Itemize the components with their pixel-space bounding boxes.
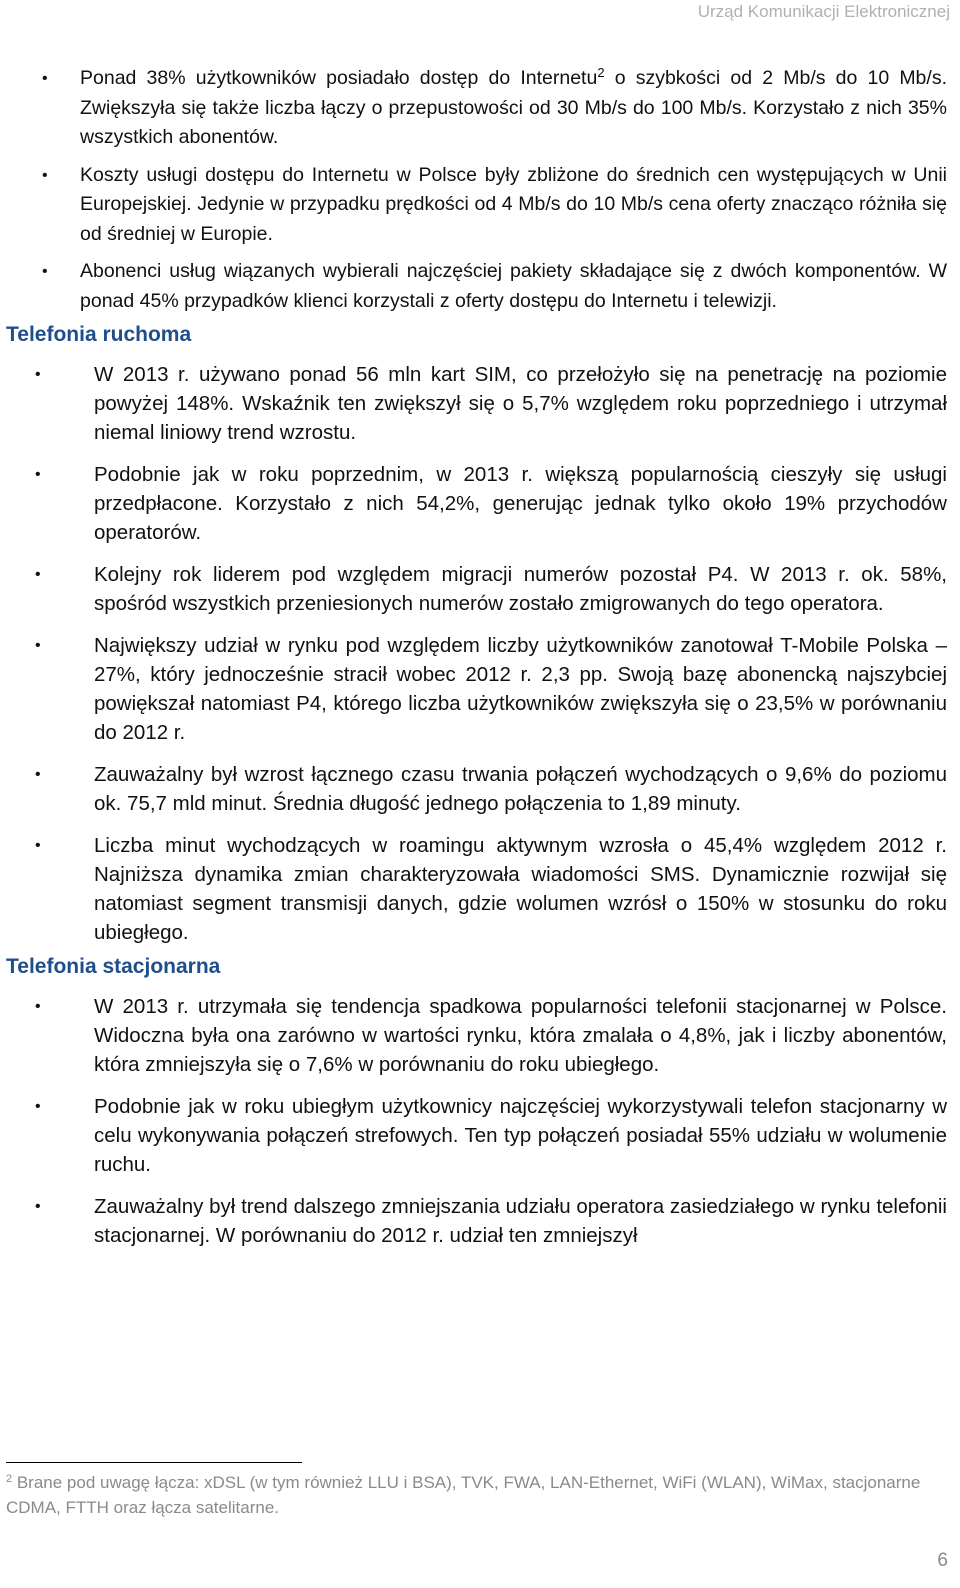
bullet-icon: • bbox=[35, 366, 41, 383]
footnote-separator bbox=[6, 1462, 302, 1463]
bullet-text: o szybkości od 2 Mb/s do 10 Mb/s. Zwiększyła się także liczba łączy o przepustowości od 30 Mb/s do 100 Mb/s. Korzystało z nich 35% wszystkich abonentów. bbox=[80, 67, 947, 148]
list-item bbox=[0, 760, 960, 818]
page-header bbox=[0, 0, 960, 30]
list-item bbox=[0, 831, 960, 947]
bullet-text: Abonenci usług wiązanych wybierali najczęściej pakiety składające się z dwóch komponentów. W ponad 45% przypadków klienci korzystali z oferty dostępu do Internetu i telewizji. bbox=[80, 260, 947, 312]
internet-bullet-list bbox=[0, 64, 960, 316]
document-body bbox=[0, 64, 960, 1263]
bullet-text: Liczba minut wychodzących w roamingu aktywnym wzrosła o 45,4% względem 2012 r. Najniższa dynamika zmian charakteryzowała wiadomości SMS. Dynamicznie rozwijał się natomiast segment transmisji danych, gdzie wolumen wzrósł o 150% w stosunku do roku ubiegłego. bbox=[94, 834, 947, 944]
bullet-icon: • bbox=[35, 766, 41, 783]
header-title: Urząd Komunikacji Elektronicznej bbox=[697, 2, 950, 21]
bullet-text: Największy udział w rynku pod względem liczby użytkowników zanotował T-Mobile Polska – 27%, który jednocześnie stracił wobec 2012 r. 2,3 pp. Swoją bazę abonencką najszybciej powiększał natomiast P4, którego liczba użytkowników zwiększyła się o 23,5% w porównaniu do 2012 r. bbox=[94, 634, 947, 744]
footnote-marker: 2 bbox=[6, 1473, 13, 1485]
list-item bbox=[0, 257, 960, 316]
bullet-icon: • bbox=[35, 1198, 41, 1215]
section-title-fixed: Telefonia stacjonarna bbox=[6, 955, 221, 978]
section-title-mobile: Telefonia ruchoma bbox=[6, 323, 192, 346]
bullet-icon: • bbox=[35, 998, 41, 1015]
list-item bbox=[0, 631, 960, 747]
bullet-text: Podobnie jak w roku poprzednim, w 2013 r. większą popularnością cieszyły się usługi przedpłacone. Korzystało z nich 54,2%, generując jednak tylko około 19% przychodów operatorów. bbox=[94, 463, 947, 544]
list-item bbox=[0, 1092, 960, 1179]
bullet-text: Kolejny rok liderem pod względem migracji numerów pozostał P4. W 2013 r. ok. 58%, spośród wszystkich przeniesionych numerów zostało zmigrowanych do tego operatora. bbox=[94, 563, 947, 615]
list-item bbox=[0, 161, 960, 250]
footnote bbox=[6, 1470, 946, 1520]
bullet-text: Podobnie jak w roku ubiegłym użytkownicy najczęściej wykorzystywali telefon stacjonarny w celu wykonywania połączeń strefowych. Ten typ połączeń posiadał 55% udziału w wolumenie ruchu. bbox=[94, 1095, 947, 1176]
list-item bbox=[0, 360, 960, 447]
bullet-icon: • bbox=[42, 166, 48, 184]
page-number: 6 bbox=[937, 1550, 948, 1571]
bullet-text: W 2013 r. utrzymała się tendencja spadkowa popularności telefonii stacjonarnej w Polsce. Widoczna była ona zarówno w wartości rynku, która zmalała o 4,8%, jak i liczby abonentów, która zmniejszyła się o 7,6% w porównaniu do roku ubiegłego. bbox=[94, 995, 947, 1076]
list-item bbox=[0, 560, 960, 618]
bullet-icon: • bbox=[35, 837, 41, 854]
footnote-text: Brane pod uwagę łącza: xDSL (w tym również LLU i BSA), TVK, FWA, LAN-Ethernet, WiFi (WLAN), WiMax, stacjonarne CDMA, FTTH oraz łącza satelitarne. bbox=[6, 1473, 921, 1517]
bullet-text: Ponad 38% użytkowników posiadało dostęp do Internetu bbox=[80, 67, 598, 89]
list-item bbox=[0, 992, 960, 1079]
bullet-text: W 2013 r. używano ponad 56 mln kart SIM, co przełożyło się na penetrację na poziomie powyżej 148%. Wskaźnik ten zwiększył się o 5,7% względem roku poprzedniego i utrzymał niemal liniowy trend wzrostu. bbox=[94, 363, 947, 444]
mobile-bullet-list bbox=[0, 360, 960, 947]
bullet-icon: • bbox=[42, 263, 48, 280]
bullet-icon: • bbox=[35, 566, 41, 583]
bullet-icon: • bbox=[35, 637, 41, 654]
fixed-bullet-list bbox=[0, 992, 960, 1250]
bullet-icon: • bbox=[42, 70, 48, 87]
footnote-reference[interactable]: 2 bbox=[597, 65, 605, 80]
bullet-icon: • bbox=[35, 1098, 41, 1115]
bullet-text: Zauważalny był wzrost łącznego czasu trwania połączeń wychodzących o 9,6% do poziomu ok. 75,7 mld minut. Średnia długość jednego połączenia to 1,89 minuty. bbox=[94, 763, 947, 815]
bullet-icon: • bbox=[35, 466, 41, 483]
bullet-text: Zauważalny był trend dalszego zmniejszania udziału operatora zasiedziałego w rynku telefonii stacjonarnej. W porównaniu do 2012 r. udział ten zmniejszył bbox=[94, 1195, 947, 1247]
bullet-text: Koszty usługi dostępu do Internetu w Polsce były zbliżone do średnich cen występujących w Unii Europejskiej. Jedynie w przypadku prędkości od 4 Mb/s do 10 Mb/s cena oferty znacząco różniła się od średniej w Europie. bbox=[80, 163, 947, 245]
list-item bbox=[0, 64, 960, 153]
list-item bbox=[0, 1192, 960, 1250]
list-item bbox=[0, 460, 960, 547]
